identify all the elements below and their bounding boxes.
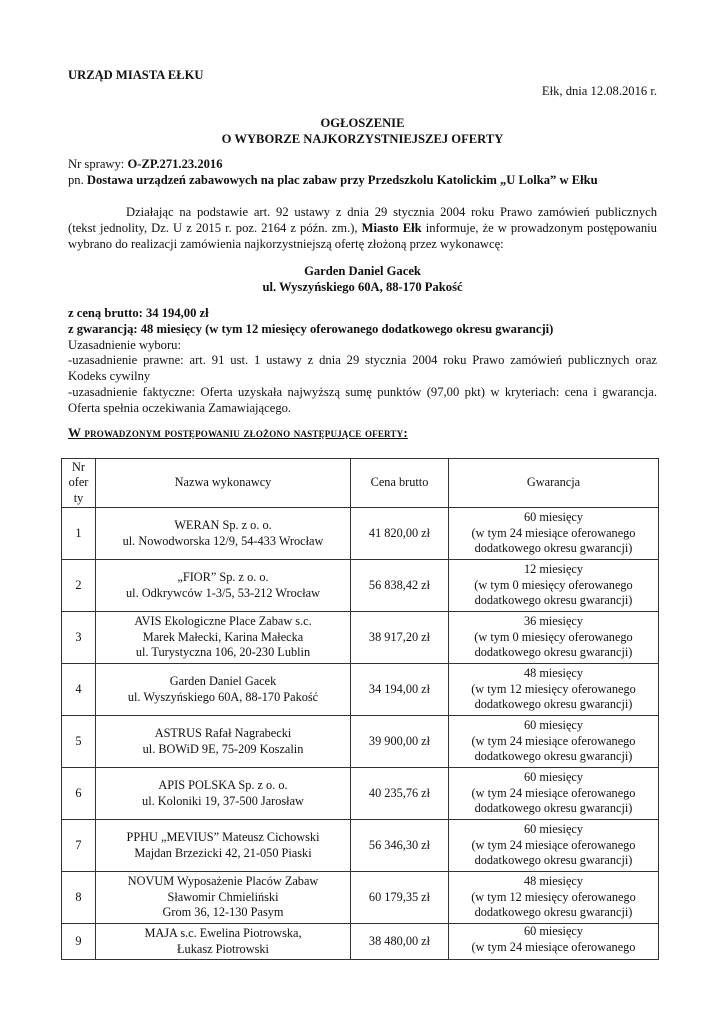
table-row xyxy=(62,560,659,612)
contractor-line: Garden Daniel Gacek xyxy=(169,673,277,688)
warranty-cell xyxy=(449,612,659,664)
warranty-line: 48 miesięcy xyxy=(523,666,584,681)
offer-number: 5 xyxy=(62,716,96,768)
contractor-line: PPHU „MEVIUS” Mateusz Cichowski xyxy=(126,829,320,844)
contractor-line: ul. Nowodworska 12/9, 54-433 Wrocław xyxy=(122,533,324,548)
contractor-line: ul. BOWiD 9E, 75-209 Koszalin xyxy=(142,741,304,756)
gross-price: 38 917,20 zł xyxy=(351,612,449,664)
winning-warranty: z gwarancją: 48 miesięcy (w tym 12 miesięcy oferowanego dodatkowego okresu gwarancji) xyxy=(68,321,554,336)
gross-price: 40 235,76 zł xyxy=(351,768,449,820)
warranty-line: (w tym 24 miesiące oferowanego xyxy=(471,939,636,954)
contractor-line: Sławomir Chmieliński xyxy=(167,889,279,904)
warranty-cell xyxy=(449,508,659,560)
table-row xyxy=(62,716,659,768)
selection-details xyxy=(68,306,657,417)
intro-line-1: Działając na podstawie art. 92 ustawy z dnia 29 stycznia 2004 roku Prawo zamówień publicznych xyxy=(126,205,657,219)
warranty-line: dodatkowego okresu gwarancji) xyxy=(474,905,633,920)
case-subject-text: Dostawa urządzeń zabawowych na plac zabaw przy Przedszkolu Katolickim „U Lolka” w Ełku xyxy=(86,173,598,187)
contractor-cell xyxy=(96,508,351,560)
offer-number: 8 xyxy=(62,872,96,924)
contractor-line: NOVUM Wyposażenie Placów Zabaw xyxy=(127,874,319,889)
gross-price: 56 346,30 zł xyxy=(351,820,449,872)
warranty-line: (w tym 12 miesięcy oferowanego xyxy=(471,889,636,904)
contractor-line: WERAN Sp. z o. o. xyxy=(174,517,272,532)
warranty-line: 60 miesięcy xyxy=(523,924,584,938)
warranty-line: (w tym 12 miesięcy oferowanego xyxy=(471,681,636,696)
table-header-row xyxy=(62,459,659,508)
column-header-price: Cena brutto xyxy=(351,459,449,508)
contractor-cell xyxy=(96,820,351,872)
factual-justification-line-2: Oferta spełnia oczekiwania Zamawiającego. xyxy=(68,400,292,415)
contractor-line: AVIS Ekologiczne Place Zabaw s.c. xyxy=(134,614,312,629)
contractor-line: ul. Wyszyńskiego 60A, 88-170 Pakość xyxy=(127,689,319,704)
contractor-cell xyxy=(96,664,351,716)
case-reference xyxy=(68,157,657,173)
offer-number: 4 xyxy=(62,664,96,716)
column-header-warranty: Gwarancja xyxy=(449,459,659,508)
warranty-line: 60 miesięcy xyxy=(523,770,584,785)
warranty-line: dodatkowego okresu gwarancji) xyxy=(474,593,633,608)
contractor-line: ul. Odkrywców 1-3/5, 53-212 Wrocław xyxy=(126,585,320,600)
case-number: O-ZP.271.23.2016 xyxy=(127,157,223,171)
column-header-offer-number: Nr ofer ty xyxy=(62,459,96,508)
warranty-line: 60 miesięcy xyxy=(523,510,584,525)
warranty-line: 36 miesięcy xyxy=(523,614,584,629)
gross-price: 41 820,00 zł xyxy=(351,508,449,560)
case-subject-label: pn. xyxy=(68,173,87,187)
contractor-line: ul. Koloniki 19, 37-500 Jarosław xyxy=(142,793,304,808)
gross-price: 34 194,00 zł xyxy=(351,664,449,716)
table-row xyxy=(62,768,659,820)
case-number-label: Nr sprawy: xyxy=(68,157,128,171)
offer-number: 7 xyxy=(62,820,96,872)
offer-number: 2 xyxy=(62,560,96,612)
table-row xyxy=(62,508,659,560)
contractor-cell xyxy=(96,768,351,820)
contractor-line: Marek Małecki, Karina Małecka xyxy=(142,629,304,644)
warranty-cell xyxy=(449,560,659,612)
warranty-line: 12 miesięcy xyxy=(523,562,584,577)
warranty-line: (w tym 24 miesiące oferowanego xyxy=(471,837,636,852)
table-row xyxy=(62,872,659,924)
winning-price: z ceną brutto: 34 194,00 zł xyxy=(68,306,209,320)
warranty-line: 60 miesięcy xyxy=(523,718,584,733)
place-and-date: Ełk, dnia 12.08.2016 r. xyxy=(541,84,657,98)
warranty-line: 60 miesięcy xyxy=(523,822,584,837)
contractor-cell xyxy=(96,560,351,612)
contractor-cell xyxy=(96,924,351,960)
intro-paragraph xyxy=(68,205,657,252)
contractor-line: ASTRUS Rafał Nagrabecki xyxy=(154,725,292,740)
table-row xyxy=(62,612,659,664)
offers-table xyxy=(61,458,659,960)
warranty-line: dodatkowego okresu gwarancji) xyxy=(474,541,633,556)
table-row xyxy=(62,664,659,716)
warranty-line: dodatkowego okresu gwarancji) xyxy=(474,801,633,816)
warranty-cell xyxy=(449,664,659,716)
table-row xyxy=(62,820,659,872)
gross-price: 56 838,42 zł xyxy=(351,560,449,612)
intro-line-2: (tekst jednolity, Dz. U z 2015 r. poz. 2164 z późn. zm.), Miasto Ełk informuje, że w prowadzonym postępowaniu xyxy=(68,220,657,235)
warranty-line: (w tym 24 miesiące oferowanego xyxy=(471,785,636,800)
offers-heading: W prowadzonym postępowaniu złożono następujące oferty: xyxy=(68,425,408,440)
contractor-line: APIS POLSKA Sp. z o. o. xyxy=(158,777,288,792)
legal-justification-line-1: -uzasadnienie prawne: art. 91 ust. 1 ustawy z dnia 29 stycznia 2004 roku Prawo zamówień publicznych oraz xyxy=(68,353,657,368)
offer-number: 6 xyxy=(62,768,96,820)
offer-number: 3 xyxy=(62,612,96,664)
gross-price: 39 900,00 zł xyxy=(351,716,449,768)
warranty-cell xyxy=(449,768,659,820)
warranty-line: (w tym 0 miesięcy oferowanego xyxy=(474,577,633,592)
table-row xyxy=(62,924,659,960)
warranty-line: dodatkowego okresu gwarancji) xyxy=(474,853,633,868)
contractor-line: „FIOR” Sp. z o. o. xyxy=(177,569,269,584)
offer-number: 9 xyxy=(62,924,96,960)
warranty-cell xyxy=(449,924,659,960)
warranty-line: 48 miesięcy xyxy=(523,874,584,889)
gross-price: 60 179,35 zł xyxy=(351,872,449,924)
warranty-line: (w tym 0 miesięcy oferowanego xyxy=(474,629,633,644)
winner-address: ul. Wyszyńskiego 60A, 88-170 Pakość xyxy=(262,279,463,294)
contractor-cell xyxy=(96,716,351,768)
warranty-line: dodatkowego okresu gwarancji) xyxy=(474,697,633,712)
contracting-authority: Miasto Ełk xyxy=(361,220,422,235)
justification-label: Uzasadnienie wyboru: xyxy=(68,337,181,352)
contractor-line: ul. Turystyczna 106, 20-230 Lublin xyxy=(135,645,311,660)
issuing-office: URZĄD MIASTA EŁKU xyxy=(68,68,204,82)
warranty-line: (w tym 24 miesiące oferowanego xyxy=(471,733,636,748)
warranty-line: (w tym 24 miesiące oferowanego xyxy=(471,525,636,540)
contractor-line: Łukasz Piotrowski xyxy=(177,941,269,956)
contractor-line: MAJA s.c. Ewelina Piotrowska, xyxy=(144,925,302,940)
contractor-cell xyxy=(96,872,351,924)
title-line-1: OGŁOSZENIE xyxy=(320,116,405,130)
contractor-line: Majdan Brzezicki 42, 21-050 Piaski xyxy=(134,845,312,860)
factual-justification-line-1: -uzasadnienie faktyczne: Oferta uzyskała najwyższą sumę punktów (97,00 pkt) w kryteriach: cena i gwarancja. xyxy=(68,384,657,399)
winner-name: Garden Daniel Gacek xyxy=(304,264,421,278)
offer-number: 1 xyxy=(62,508,96,560)
column-header-contractor: Nazwa wykonawcy xyxy=(96,459,351,508)
case-subject xyxy=(68,173,688,189)
intro-line-3: wybrano do realizacji zamówienia najkorzystniejszą ofertę złożoną przez wykonawcę: xyxy=(68,236,504,251)
warranty-cell xyxy=(449,716,659,768)
gross-price: 38 480,00 zł xyxy=(351,924,449,960)
warranty-line: dodatkowego okresu gwarancji) xyxy=(474,645,633,660)
contractor-line: Grom 36, 12-130 Pasym xyxy=(162,905,284,920)
warranty-cell xyxy=(449,820,659,872)
contractor-cell xyxy=(96,612,351,664)
legal-justification-line-2: Kodeks cywilny xyxy=(68,369,151,384)
warranty-cell xyxy=(449,872,659,924)
document-title xyxy=(0,116,725,148)
warranty-line: dodatkowego okresu gwarancji) xyxy=(474,749,633,764)
winner-block xyxy=(0,264,725,296)
title-line-2: O WYBORZE NAJKORZYSTNIEJSZEJ OFERTY xyxy=(221,131,504,146)
